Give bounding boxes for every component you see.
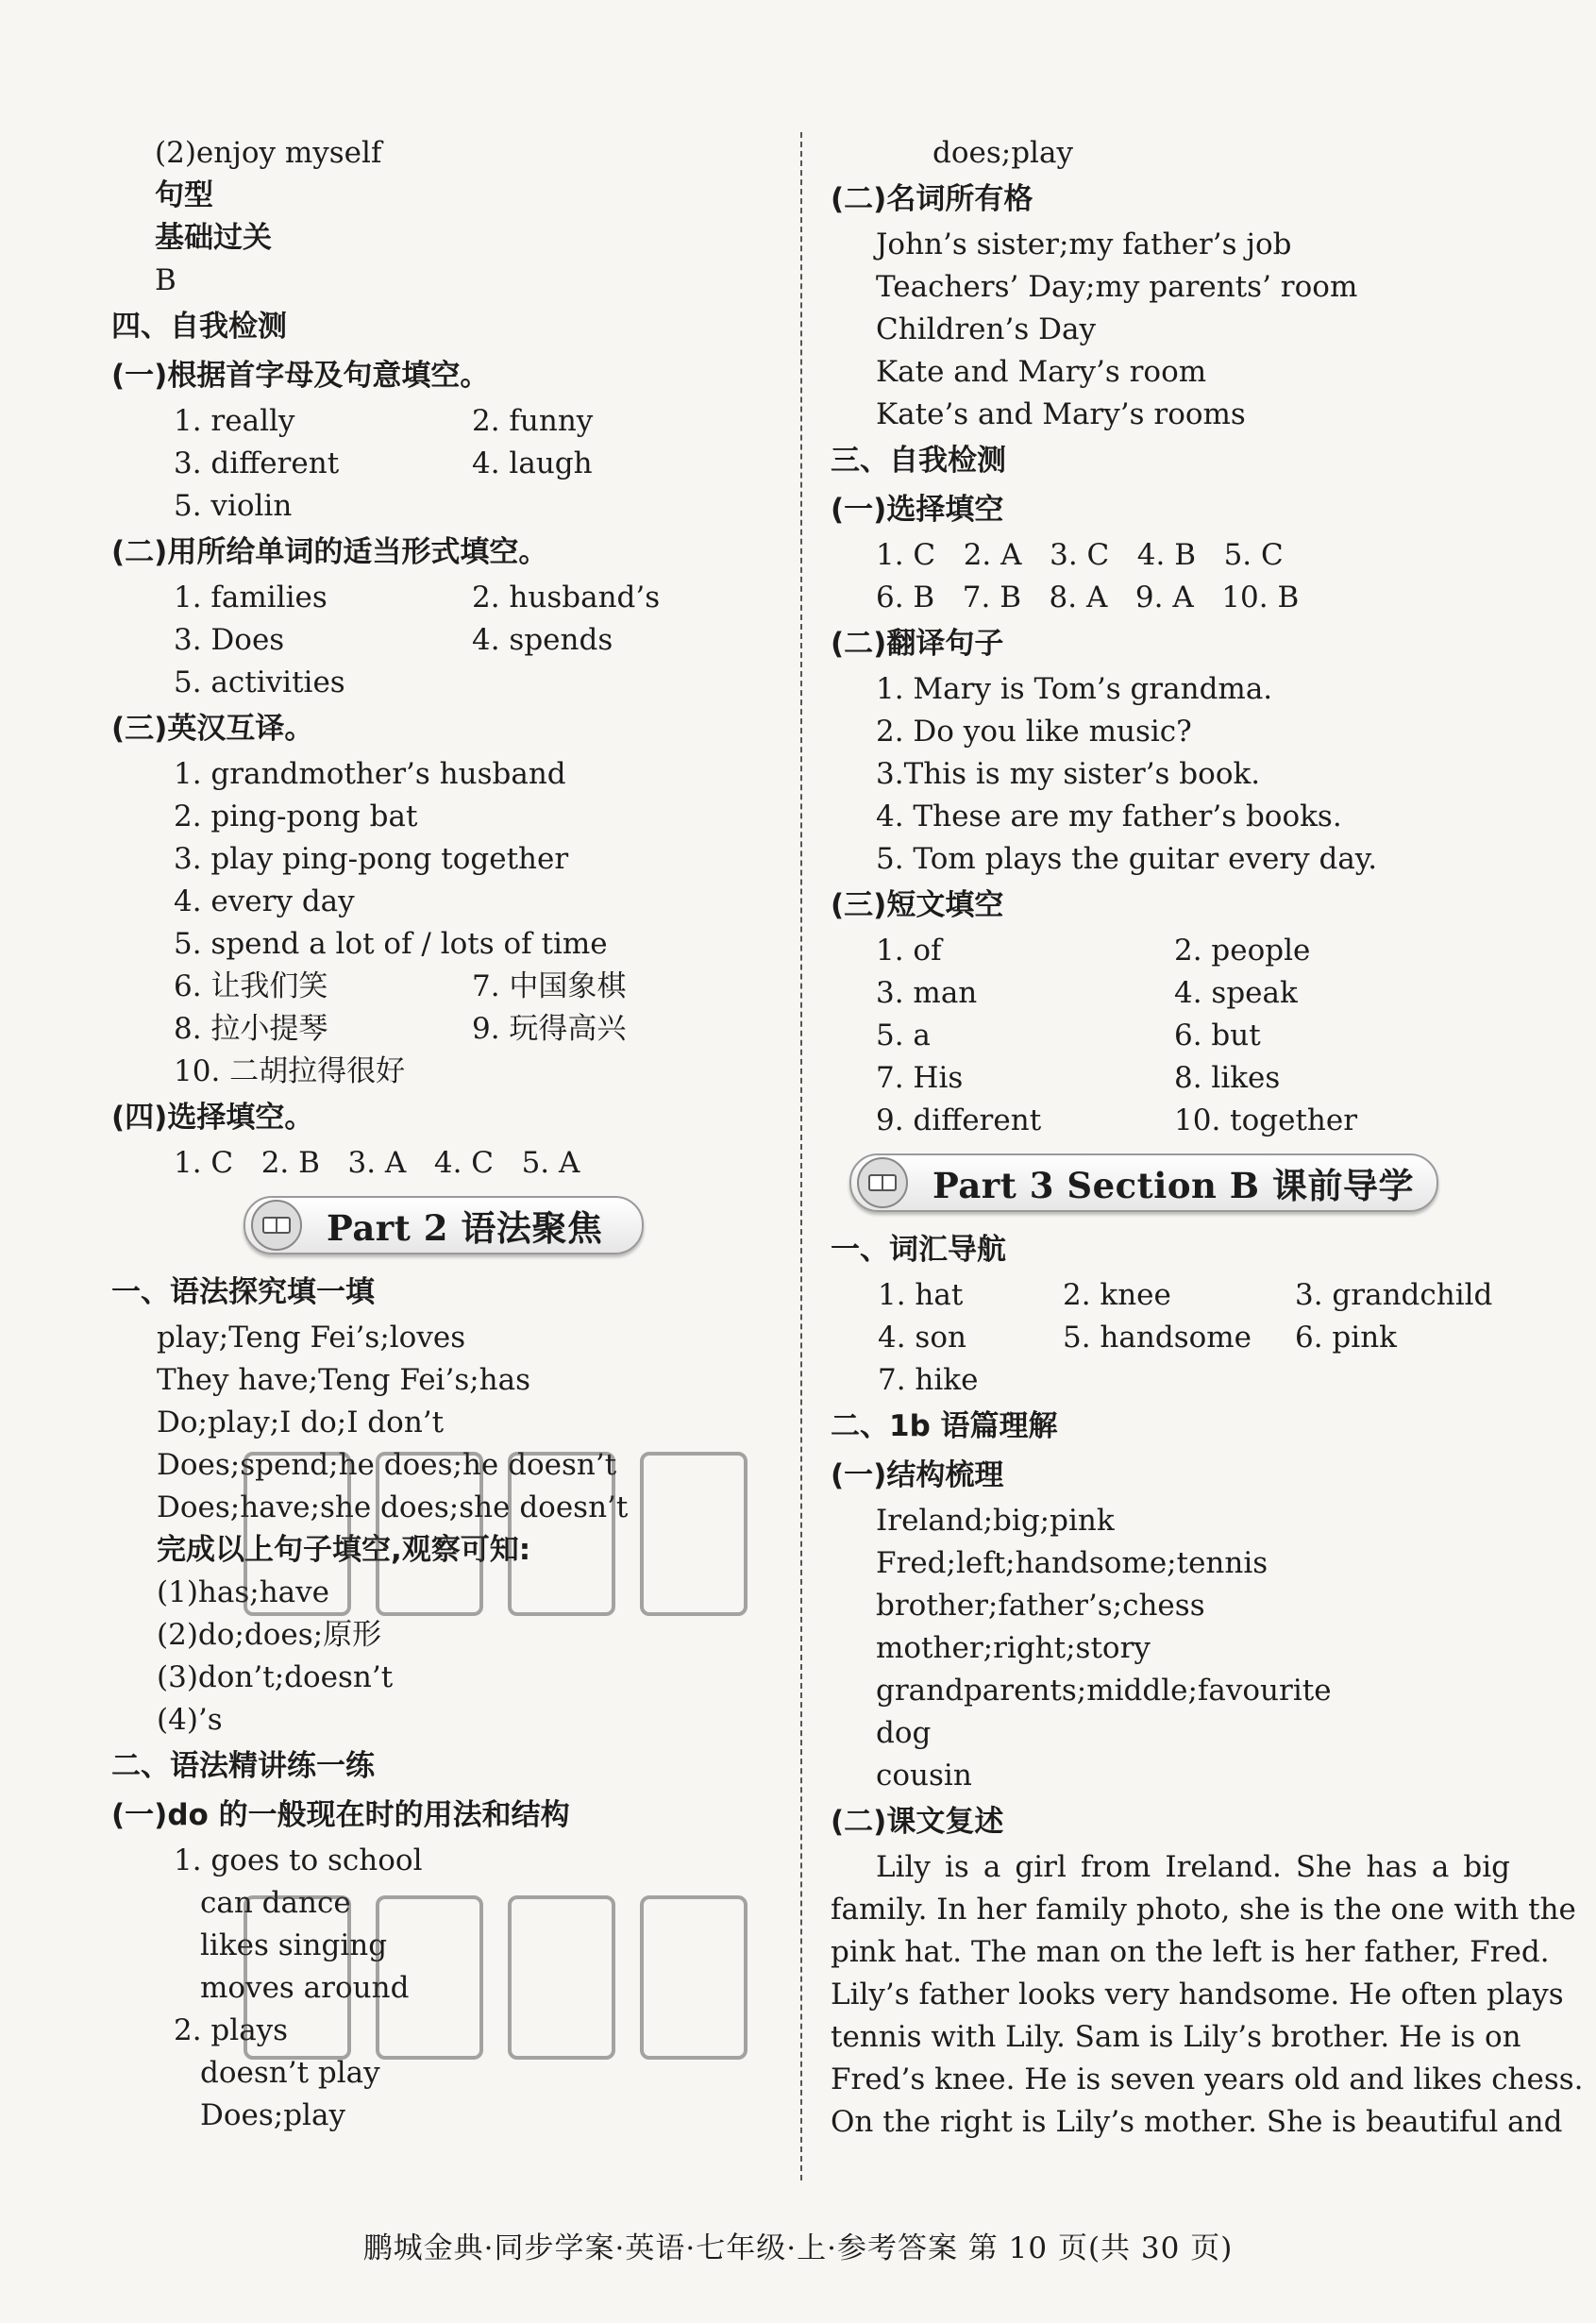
answer-line: 4. These are my father’s books. xyxy=(876,800,1342,833)
answer-line: likes singing xyxy=(200,1928,388,1962)
answer-line: grandparents;middle;favourite xyxy=(876,1674,1332,1708)
answer-item: 3. man xyxy=(876,976,978,1010)
answer-item: 4. spends xyxy=(472,623,613,657)
observation-note: 完成以上句子填空,观察可知: xyxy=(157,1533,531,1567)
answer-item: 10. 二胡拉得很好 xyxy=(174,1054,406,1088)
subsection-title: (一)选择填空 xyxy=(831,493,1004,527)
answer-item: 6. but xyxy=(1174,1018,1261,1052)
paragraph-line: tennis with Lily. Sam is Lily’s brother. He is on xyxy=(831,2020,1521,2054)
banner-title: Part 3 Section B 课前导学 xyxy=(932,1165,1414,1206)
answer-grid xyxy=(831,930,1510,1142)
answer-item: 3. play ping-pong together xyxy=(174,842,569,876)
answer-item: 2. ping-pong bat xyxy=(174,800,418,833)
answer-line: (2)enjoy myself xyxy=(155,136,382,170)
paragraph-line: Lily’s father looks very handsome. He often plays xyxy=(831,1978,1564,2012)
answer-item: 3. Does xyxy=(174,623,285,657)
answer-line: 5. Tom plays the guitar every day. xyxy=(876,842,1378,876)
section-heading: 一、语法探究填一填 xyxy=(111,1275,375,1309)
answer-item: 9. 玩得高兴 xyxy=(472,1012,627,1046)
section-heading: 一、词汇导航 xyxy=(831,1233,1006,1267)
answer-item: 8. likes xyxy=(1174,1061,1281,1095)
answer-grid xyxy=(111,400,791,528)
paragraph-line: pink hat. The man on the left is her father, Fred. xyxy=(831,1935,1550,1969)
answer-line: John’s sister;my father’s job xyxy=(876,227,1292,261)
part2-banner xyxy=(111,1192,791,1258)
subsection-title: (二)用所给单词的适当形式填空。 xyxy=(111,535,548,569)
answer-line: cousin xyxy=(876,1759,972,1793)
answer-line: (1)has;have xyxy=(157,1575,330,1609)
answer-line: They have;Teng Fei’s;has xyxy=(157,1363,531,1397)
banner-pill xyxy=(244,1196,644,1254)
answer-item: 4. every day xyxy=(174,884,355,918)
subsection-title: (一)do 的一般现在时的用法和结构 xyxy=(111,1798,570,1832)
answer-line: 6. B 7. B 8. A 9. A 10. B xyxy=(876,581,1300,614)
answer-line: mother;right;story xyxy=(876,1631,1151,1665)
answer-line: Does;play xyxy=(200,2098,345,2132)
paragraph-line: Lily is a girl from Ireland. She has a big xyxy=(876,1850,1510,1884)
answer-line: play;Teng Fei’s;loves xyxy=(157,1321,466,1355)
answer-item: 4. son xyxy=(878,1321,966,1355)
answer-line: Kate’s and Mary’s rooms xyxy=(876,397,1246,431)
answer-grid xyxy=(831,1274,1510,1402)
answer-item: 7. hike xyxy=(878,1363,979,1397)
label-basic-check: 基础过关 xyxy=(155,221,272,255)
answer-item: 4. laugh xyxy=(472,446,593,480)
answer-line: 1. goes to school xyxy=(174,1843,423,1877)
answer-line: dog xyxy=(876,1716,932,1750)
answer-item: 7. 中国象棋 xyxy=(472,969,627,1003)
answer-line: 1. C 2. A 3. C 4. B 5. C xyxy=(876,538,1284,572)
subsection-title: (二)翻译句子 xyxy=(831,627,1004,661)
answer-item: 1. C 2. B 3. A 4. C 5. A xyxy=(174,1146,580,1180)
subsection-title: (三)短文填空 xyxy=(831,888,1004,922)
answer-line: Does;have;she does;she doesn’t xyxy=(157,1490,629,1524)
answer-item: 2. husband’s xyxy=(472,581,661,614)
answer-item: 1. really xyxy=(174,404,295,438)
answer-item: 6. 让我们笑 xyxy=(174,969,328,1003)
answer-grid xyxy=(111,577,791,704)
answer-item: 3. grandchild xyxy=(1295,1278,1493,1312)
answer-item: 5. spend a lot of / lots of time xyxy=(174,927,608,961)
answer-line: 1. Mary is Tom’s grandma. xyxy=(876,672,1273,706)
answer-item: 3. different xyxy=(174,446,340,480)
answer-line: moves around xyxy=(200,1971,410,2005)
section-heading-self-check: 三、自我检测 xyxy=(831,444,1006,478)
subsection-title: (二)课文复述 xyxy=(831,1805,1004,1839)
answer-line: (4)’s xyxy=(157,1703,223,1737)
paragraph-line: Fred’s knee. He is seven years old and likes chess. xyxy=(831,2062,1584,2096)
answer-line: Children’s Day xyxy=(876,312,1096,346)
left-column xyxy=(111,132,791,2137)
answer-line: Fred;left;handsome;tennis xyxy=(876,1546,1268,1580)
answer-item: 1. grandmother’s husband xyxy=(174,757,566,791)
subsection-title: (三)英汉互译。 xyxy=(111,712,314,746)
answer-line: B xyxy=(155,263,176,297)
answer-line: can dance xyxy=(200,1886,351,1920)
answer-line: doesn’t play xyxy=(200,2056,380,2090)
answer-line: (2)do;does;原形 xyxy=(157,1618,382,1652)
answer-item: 1. hat xyxy=(878,1278,964,1312)
section-heading: 二、1b 语篇理解 xyxy=(831,1409,1058,1443)
banner-title: Part 2 语法聚焦 xyxy=(327,1207,603,1249)
answer-item: 1. families xyxy=(174,581,328,614)
answer-item: 5. handsome xyxy=(1063,1321,1252,1355)
column-divider xyxy=(800,132,802,2180)
banner-pill xyxy=(849,1153,1438,1212)
right-column xyxy=(831,132,1584,2144)
answer-item: 2. funny xyxy=(472,404,594,438)
answer-item: 4. speak xyxy=(1174,976,1298,1010)
part3-banner xyxy=(831,1150,1510,1216)
paragraph-line: family. In her family photo, she is the one with the xyxy=(831,1893,1576,1927)
section-heading-self-check: 四、自我检测 xyxy=(111,310,287,344)
answer-line: 3.This is my sister’s book. xyxy=(876,757,1261,791)
retell-paragraph xyxy=(831,1846,1584,2144)
book-icon xyxy=(857,1157,908,1208)
answer-line: (3)don’t;doesn’t xyxy=(157,1660,394,1694)
answer-item: 10. together xyxy=(1174,1103,1358,1137)
answer-grid xyxy=(111,966,791,1051)
answer-item: 1. of xyxy=(876,934,942,968)
answer-item: 5. violin xyxy=(174,489,293,523)
answer-item: 5. a xyxy=(876,1018,931,1052)
answer-line: 2. plays xyxy=(174,2013,289,2047)
paragraph-line: On the right is Lily’s mother. She is beautiful and xyxy=(831,2105,1563,2139)
answer-item: 6. pink xyxy=(1295,1321,1397,1355)
answer-line: Ireland;big;pink xyxy=(876,1504,1115,1538)
answer-line: 2. Do you like music? xyxy=(876,715,1192,749)
answer-line: Does;spend;he does;he doesn’t xyxy=(157,1448,617,1482)
subsection-title: (四)选择填空。 xyxy=(111,1101,314,1135)
answer-line: brother;father’s;chess xyxy=(876,1589,1205,1623)
answer-item: 2. people xyxy=(1174,934,1311,968)
subsection-title: (二)名词所有格 xyxy=(831,182,1033,216)
answer-item: 5. activities xyxy=(174,665,345,699)
answer-line: does;play xyxy=(932,136,1073,170)
answer-line: Kate and Mary’s room xyxy=(876,355,1207,389)
page-footer: 鹏城金典·同步学案·英语·七年级·上·参考答案 第 10 页(共 30 页) xyxy=(362,2231,1234,2265)
answer-item: 8. 拉小提琴 xyxy=(174,1012,328,1046)
answer-item: 2. knee xyxy=(1063,1278,1171,1312)
subsection-title: (一)根据首字母及句意填空。 xyxy=(111,359,490,393)
label-sentence-pattern: 句型 xyxy=(155,178,213,212)
answer-item: 9. different xyxy=(876,1103,1042,1137)
answer-item: 7. His xyxy=(876,1061,964,1095)
answer-line: Teachers’ Day;my parents’ room xyxy=(876,270,1358,304)
subsection-title: (一)结构梳理 xyxy=(831,1458,1004,1492)
answer-line: Do;play;I do;I don’t xyxy=(157,1406,445,1439)
section-heading: 二、语法精讲练一练 xyxy=(111,1749,375,1783)
book-icon xyxy=(251,1200,302,1251)
